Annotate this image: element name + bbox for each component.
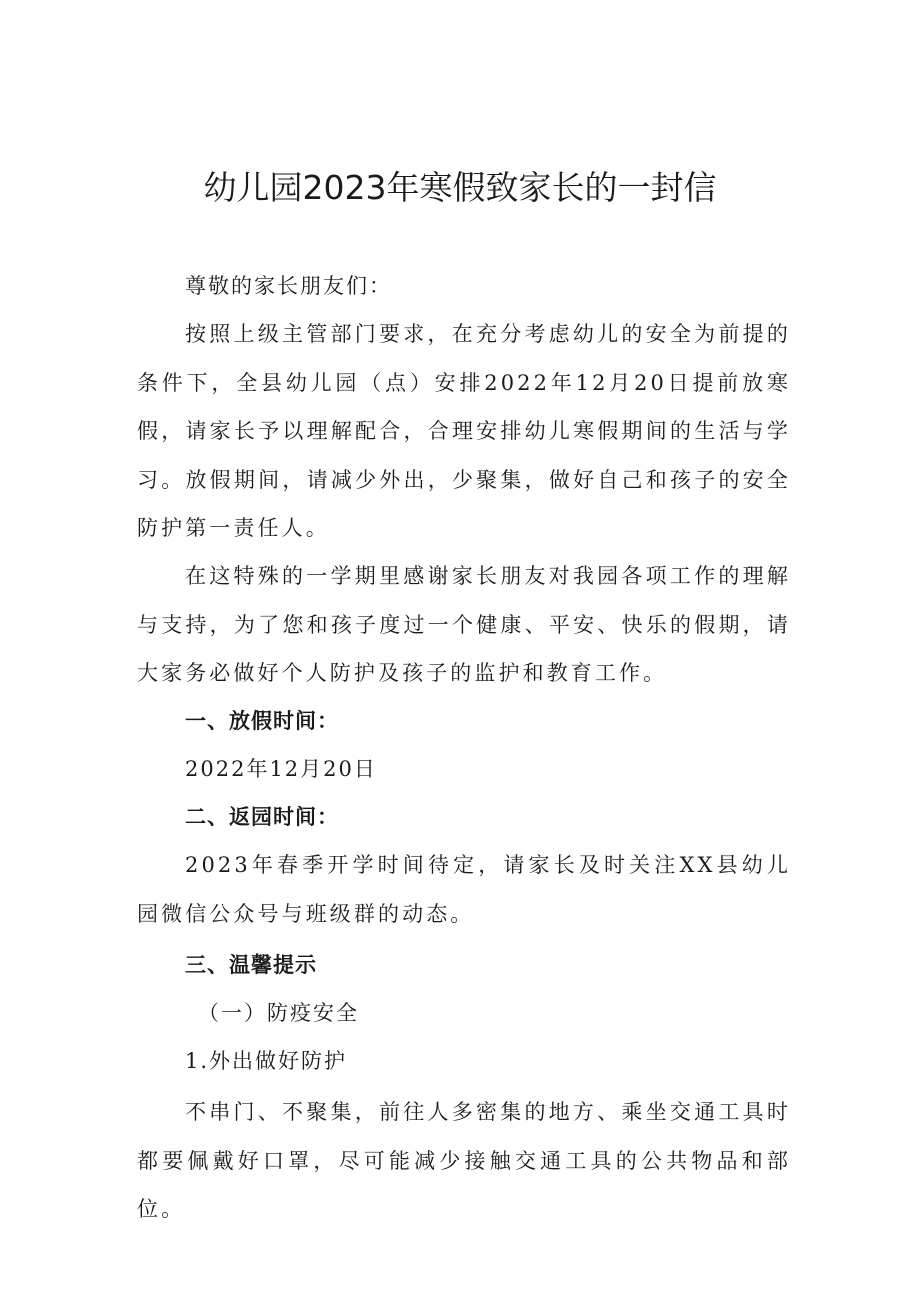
holiday-date: 2022年12月20日	[185, 757, 377, 781]
paragraph-intro: 按照上级主管部门要求，在充分考虑幼儿的安全为前提的条件下，全县幼儿园（点）安排2022年12月20日提前放寒假，请家长予以理解配合，合理安排幼儿寒假期间的生活与学习。放假期间，请减少外出，少聚集，做好自己和孩子的安全防护第一责任人。	[137, 322, 791, 540]
section-heading-return-time: 二、返园时间：	[185, 805, 339, 829]
greeting: 尊敬的家长朋友们：	[185, 274, 392, 298]
section-heading-tips: 三、温馨提示	[185, 953, 317, 977]
return-time-content: 2023年春季开学时间待定，请家长及时关注XX县幼儿园微信公众号与班级群的动态。	[137, 853, 791, 926]
subheading-epidemic-safety: （一）防疫安全	[198, 1001, 359, 1025]
item-title-outdoor-protection: 1.外出做好防护	[185, 1049, 348, 1073]
item-content-outdoor-protection: 不串门、不聚集，前往人多密集的地方、乘坐交通工具时都要佩戴好口罩，尽可能减少接触交通工具的公共物品和部位。	[137, 1100, 791, 1221]
paragraph-thanks: 在这特殊的一学期里感谢家长朋友对我园各项工作的理解与支持，为了您和孩子度过一个健康、平安、快乐的假期，请大家务必做好个人防护及孩子的监护和教育工作。	[137, 564, 791, 685]
document-title: 幼儿园2023年寒假致家长的一封信	[203, 168, 717, 207]
section-heading-holiday-time: 一、放假时间：	[185, 709, 339, 733]
